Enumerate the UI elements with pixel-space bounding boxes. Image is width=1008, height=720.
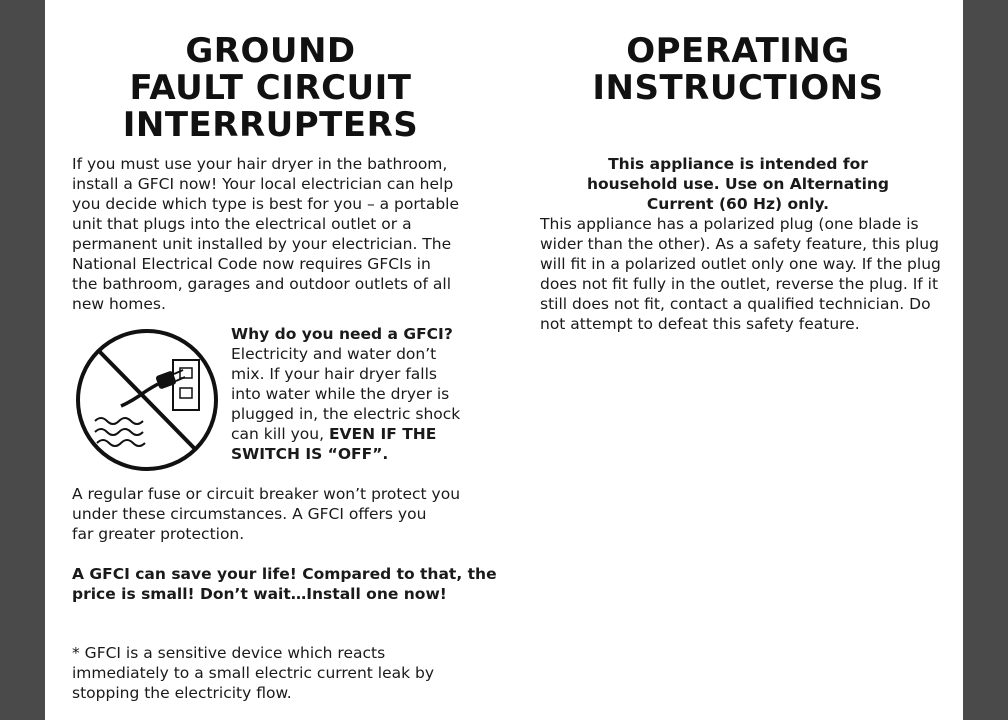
text-line: you decide which type is best for you – a portable (72, 195, 460, 213)
household-use-notice (538, 154, 938, 214)
polarized-plug-paragraph (540, 214, 941, 334)
text-fragment: can kill you, (231, 425, 329, 443)
title-line: INTERRUPTERS (122, 105, 419, 145)
text-line: If you must use your hair dryer in the bathroom, (72, 155, 448, 173)
text-line (231, 424, 460, 444)
why-gfci-paragraph (231, 324, 460, 464)
title-line: INSTRUCTIONS (592, 68, 884, 108)
emphasis-line: SWITCH IS “OFF”. (231, 445, 389, 463)
text-line: This appliance is intended for (608, 155, 868, 173)
text-line: into water while the dryer is (231, 385, 450, 403)
no-plugged-appliance-near-water-icon (75, 326, 223, 474)
gfci-title (45, 33, 496, 144)
text-line: far greater protection. (72, 525, 245, 543)
text-line: under these circumstances. A GFCI offers you (72, 505, 427, 523)
text-line: new homes. (72, 295, 166, 313)
text-line: stopping the electricity flow. (72, 684, 292, 702)
gfci-intro-paragraph (72, 154, 459, 314)
text-line: immediately to a small electric current leak by (72, 664, 435, 682)
text-line: plugged in, the electric shock (231, 405, 461, 423)
text-line: install a GFCI now! Your local electrician can help (72, 175, 454, 193)
text-line: A GFCI can save your life! Compared to that, the (72, 565, 497, 583)
title-line: OPERATING (626, 31, 850, 71)
text-line: will fit in a polarized outlet only one way. If the plug (540, 255, 941, 273)
text-line: Electricity and water don’t (231, 345, 437, 363)
text-line: mix. If your hair dryer falls (231, 365, 437, 383)
text-line: A regular fuse or circuit breaker won’t protect you (72, 485, 461, 503)
why-gfci-heading: Why do you need a GFCI? (231, 325, 453, 343)
text-line: does not fit fully in the outlet, reverse the plug. If it (540, 275, 939, 293)
save-your-life-paragraph (72, 564, 497, 604)
text-line: unit that plugs into the electrical outlet or a (72, 215, 412, 233)
text-line: * GFCI is a sensitive device which reacts (72, 644, 386, 662)
emphasis-text: EVEN IF THE (328, 425, 437, 443)
gfci-footnote (72, 643, 434, 703)
manual-page (45, 0, 963, 720)
text-line: still does not fit, contact a qualified technician. Do (540, 295, 931, 313)
text-line: household use. Use on Alternating (586, 175, 890, 193)
text-line: permanent unit installed by your electrician. The (72, 235, 452, 253)
text-line: National Electrical Code now requires GFCIs in (72, 255, 431, 273)
text-line: price is small! Don’t wait…Install one now! (72, 585, 447, 603)
title-line: GROUND (185, 31, 356, 71)
text-line: the bathroom, garages and outdoor outlets of all (72, 275, 452, 293)
title-line: FAULT CIRCUIT (129, 68, 412, 108)
text-line: This appliance has a polarized plug (one blade is (540, 215, 919, 233)
text-line: Current (60 Hz) only. (646, 195, 830, 213)
text-line: not attempt to defeat this safety feature. (540, 315, 860, 333)
fuse-paragraph (72, 484, 460, 544)
operating-instructions-title (513, 33, 963, 107)
text-line: wider than the other). As a safety feature, this plug (540, 235, 939, 253)
